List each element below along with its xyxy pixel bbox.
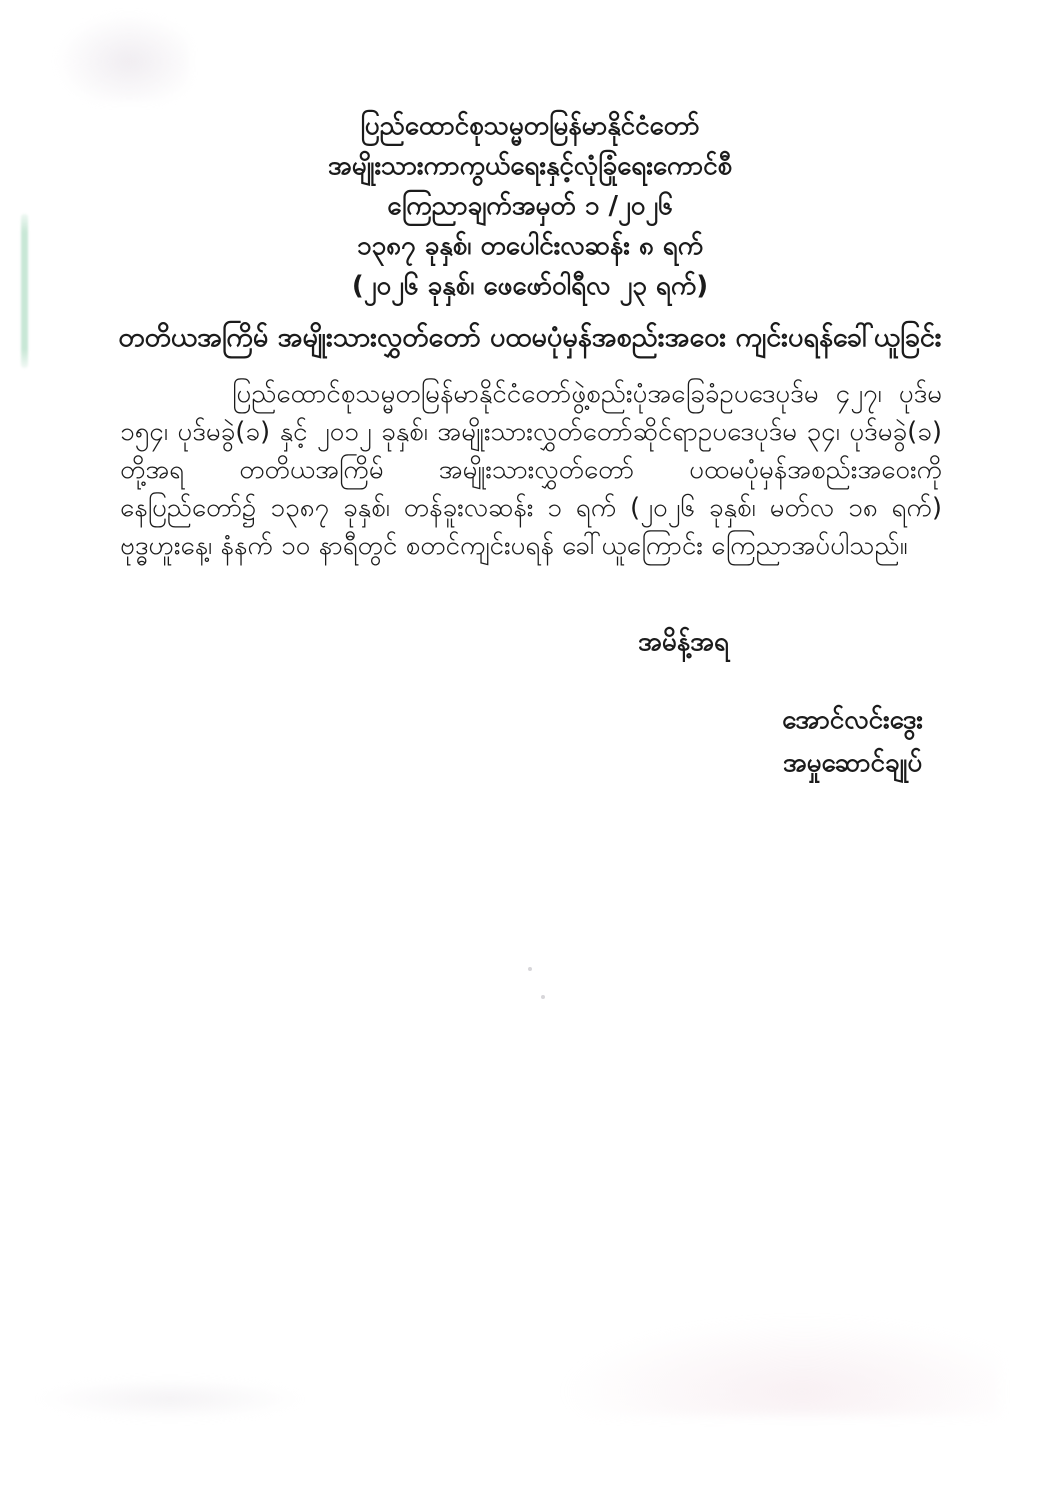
date-myanmar-calendar: ၁၃၈၇ ခုနှစ်၊ တပေါင်းလဆန်း ၈ ရက် [356, 231, 704, 261]
letterhead-country: ပြည်ထောင်စုသမ္မတမြန်မာနိုင်ငံတော် [360, 111, 700, 141]
date-gregorian-calendar: (၂၀၂၆ ခုနှစ်၊ ဖေဖော်ဝါရီလ ၂၃ ရက်) [351, 271, 709, 301]
letterhead-council: အမျိုးသားကာကွယ်ရေးနှင့်လုံခြုံရေးကောင်စီ [327, 151, 733, 181]
announcement-number: ကြေညာချက်အမှတ် ၁ /၂၀၂၆ [387, 191, 673, 221]
scan-smudge-top-left [55, 12, 190, 102]
by-order-label: အမိန့်အရ [638, 627, 729, 657]
document-title: တတိယအကြိမ် အမျိုးသားလွှတ်တော် ပထမပုံမှန်အစည်းအဝေး ကျင်းပရန်ခေါ်ယူခြင်း [118, 322, 942, 353]
signer-name: အောင်လင်းဒွေး [782, 705, 923, 735]
scan-speck [541, 995, 545, 999]
signer-title: အမှုဆောင်ချုပ် [782, 748, 923, 778]
scan-smudge-bottom-left [35, 1378, 305, 1420]
body-paragraph: ပြည်ထောင်စုသမ္မတမြန်မာနိုင်ငံတော်ဖွဲ့စည်းပုံအခြေခံဥပဒေပုဒ်မ ၄၂၇၊ ပုဒ်မ ၁၅၄၊ ပုဒ်မခွဲ(ခ) နှင့် ၂၀၁၂ ခုနှစ်၊ အမျိုးသားလွှတ်တော်ဆိုင်ရာဥပဒေပုဒ်မ ၃၄၊ ပုဒ်မခွဲ(ခ) တို့အရ တတိယအကြိမ် အမျိုးသားလွှတ်တော် ပထမပုံမှန်အစည်းအဝေးကို နေပြည်တော်၌ ၁၃၈၇ ခုနှစ်၊ တန်ခူးလဆန်း ၁ ရက် (၂၀၂၆ ခုနှစ်၊ မတ်လ ၁၈ ရက်) ဗုဒ္ဓဟူးနေ့၊ နံနက် ၁၀ နာရီတွင် စတင်ကျင်းပရန် ခေါ်ယူကြောင်း ကြေညာအပ်ပါသည်။ [120, 379, 942, 561]
scan-smudge-bottom-right [560, 1318, 1000, 1416]
letterhead [0, 106, 1060, 306]
scan-speck [528, 967, 532, 971]
signature-block [700, 699, 1005, 785]
